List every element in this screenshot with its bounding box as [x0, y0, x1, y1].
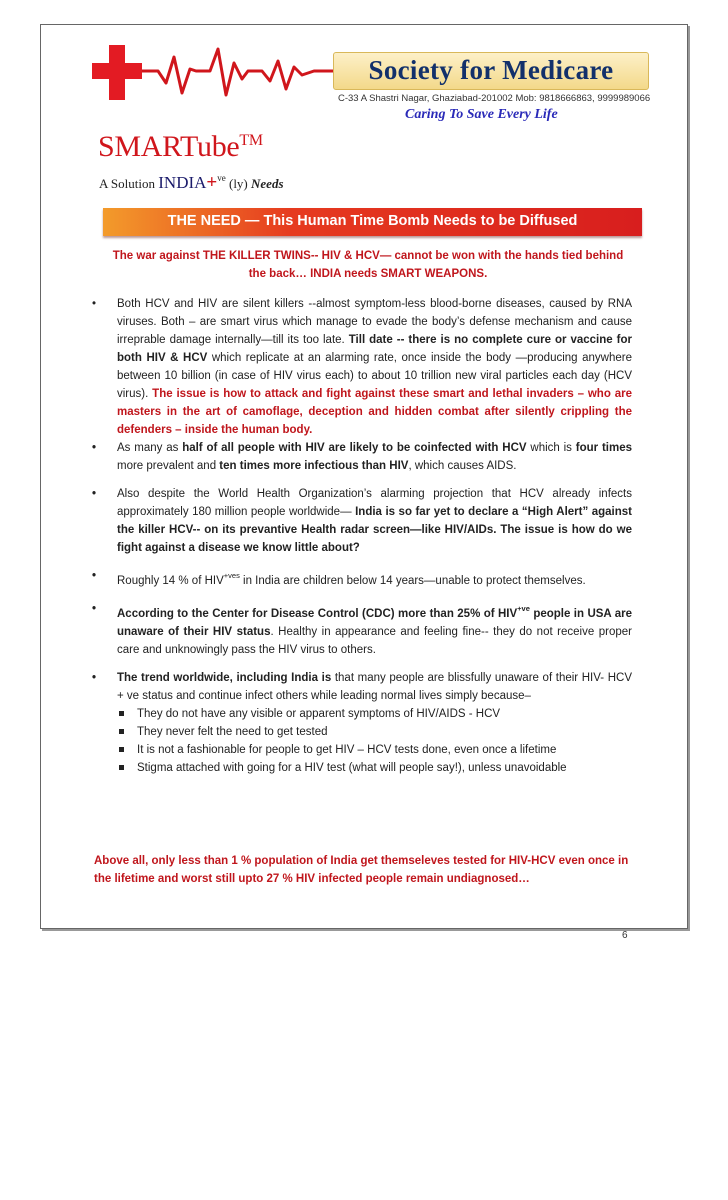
superscript: +ve: [517, 604, 530, 613]
bullet-list: [89, 295, 632, 777]
bullet-text: As many as: [117, 442, 183, 454]
bullet-icon: •: [92, 442, 97, 454]
superscript: +ves: [223, 571, 240, 580]
society-title-box: [333, 52, 649, 90]
sub-list-item: [117, 705, 632, 723]
bullet-text: , which causes AIDS.: [408, 460, 517, 472]
list-item: [89, 669, 632, 777]
need-banner-text: THE NEED — This Human Time Bomb Needs to be Diffused: [167, 213, 578, 229]
bullet-text-bold: half of all people with HIV are likely to be coinfected with HCV: [182, 442, 527, 454]
intro-text: The war against THE KILLER TWINS-- HIV & HCV— cannot be won with the hands tied behind the back… INDIA needs SMART WEAPONS.: [112, 250, 624, 280]
sub-item-text: Stigma attached with going for a HIV test (what will people say!), unless unavoidable: [137, 762, 567, 774]
red-cross-heartbeat-icon: [92, 45, 342, 125]
square-bullet-icon: [119, 729, 124, 734]
list-item: [89, 295, 632, 439]
bullet-text-bold: Till date -- there is no complete cure or vaccine for both HIV & HCV: [117, 334, 632, 364]
need-banner: [103, 208, 642, 236]
brand-logo: [98, 130, 263, 164]
bullet-icon: •: [92, 488, 97, 500]
solution-tagline: [99, 172, 284, 194]
bullet-text-bold: people in USA are unaware of their HIV status: [117, 608, 632, 638]
bullet-text: Roughly 14 % of HIV: [117, 575, 224, 587]
bullet-text: that many people are blissfully unaware of their HIV- HCV + ve status and continue infect others while leading normal lives simply because–: [117, 672, 632, 702]
list-item: [89, 600, 632, 659]
bullet-text: more prevalent and: [117, 460, 220, 472]
bullet-icon: •: [92, 672, 97, 684]
sub-list: [117, 705, 632, 777]
bullet-icon: •: [92, 570, 97, 582]
bullet-text-highlight: The issue is how to attack and fight against these smart and lethal invaders – who are masters in the art of camoflage, deception and hidden combat after silently crippling the defenders – inside the human body.: [117, 388, 632, 436]
square-bullet-icon: [119, 711, 124, 716]
society-title: Society for Medicare: [368, 55, 614, 85]
bullet-text: which is: [526, 442, 576, 454]
solution-india: INDIA: [158, 173, 207, 192]
square-bullet-icon: [119, 765, 124, 770]
square-bullet-icon: [119, 747, 124, 752]
sub-item-text: They do not have any visible or apparent symptoms of HIV/AIDS - HCV: [137, 708, 501, 720]
bullet-text: Both HCV and HIV are silent killers --almost symptom-less blood-borne diseases, caused by RNA viruses. Both – are smart virus which manage to evade the body’s defense mechanism and cause irreprable damage internally—till its too late.: [117, 298, 632, 346]
list-item: [89, 567, 632, 590]
bullet-text-bold: India is so far yet to declare a “High Alert” against the killer HCV-- on its prevantive Health radar screen—like HIV/AIDs. The issue is how do we fight against a disease we know little about?: [117, 506, 632, 554]
solution-ly: (ly): [228, 176, 248, 191]
bullet-text: which replicate at an alarming rate, once inside the body —producing anywhere between 10 billion (in case of HIV virus each) to about 10 trillion new viral particles each day (HCV virus).: [117, 352, 632, 400]
bullet-text: in India are children below 14 years—unable to protect themselves.: [239, 575, 586, 587]
bullet-icon: •: [92, 298, 97, 310]
brand-trademark: TM: [239, 132, 263, 149]
bullet-icon: •: [92, 603, 97, 615]
sub-list-item: [117, 723, 632, 741]
bullet-text: Also despite the World Health Organization’s alarming projection that HCV already infects approximately 180 million people worldwide—: [117, 488, 632, 518]
sub-list-item: [117, 741, 632, 759]
solution-needs: Needs: [251, 176, 284, 191]
sub-item-text: It is not a fashionable for people to get HIV – HCV tests done, even once a lifetime: [137, 744, 557, 756]
bullet-text-bold: four times: [575, 442, 632, 454]
list-item: [89, 439, 632, 475]
brand-name: SMARTube: [98, 130, 240, 163]
solution-prefix: A Solution: [99, 176, 155, 191]
sub-list-item: [117, 759, 632, 777]
sub-item-text: They never felt the need to get tested: [137, 726, 328, 738]
bullet-text-bold: The trend worldwide, including India is: [117, 672, 332, 684]
plus-icon: +: [206, 172, 218, 193]
bullet-text-bold: According to the Center for Disease Control (CDC) more than 25% of HIV: [117, 608, 518, 620]
address-line: C-33 A Shastri Nagar, Ghaziabad-201002 Mob: 9818666863, 9999989066: [338, 93, 651, 104]
footer-note: Above all, only less than 1 % population of India get themseleves tested for HIV-HCV even once in the lifetime and worst still upto 27 % HIV infected people remain undiagnosed…: [94, 855, 629, 885]
bullet-text-bold: ten times more infectious than HIV: [219, 460, 409, 472]
bullet-text: . Healthy in appearance and feeling fine-- they do not receive proper care and unknowingly pass the HIV virus to others.: [117, 626, 632, 656]
solution-ve: ve: [217, 173, 226, 183]
tagline: Caring To Save Every Life: [405, 107, 558, 122]
list-item: [89, 485, 632, 557]
page-number: 6: [622, 930, 628, 941]
